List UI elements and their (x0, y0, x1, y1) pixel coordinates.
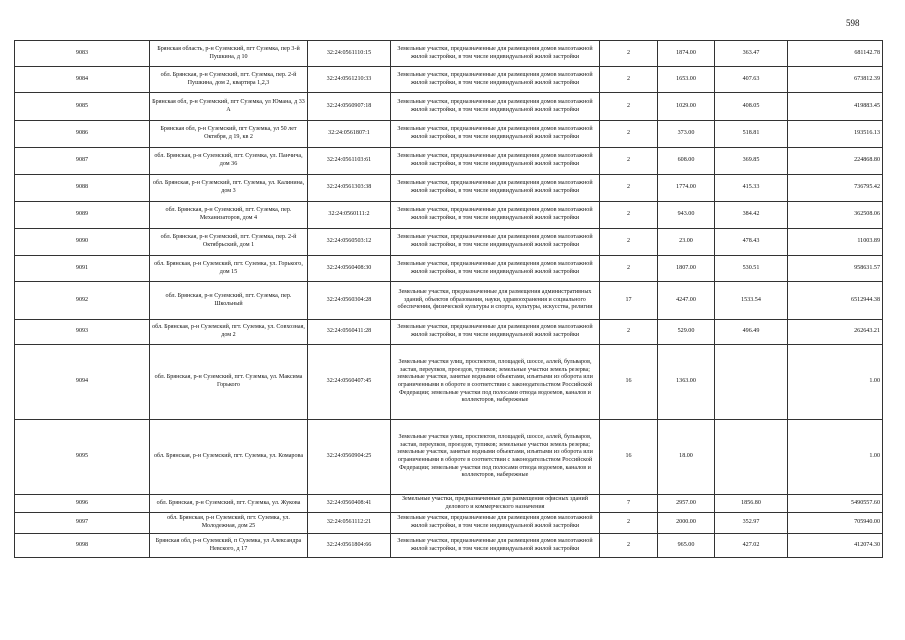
specific-value-cell: 427.02 (715, 534, 788, 558)
address-cell: обл. Брянская, р-н Суземский, пгт. Суземка, ул. Горького, дом 15 (150, 256, 308, 282)
row-number-cell: 9092 (15, 282, 150, 320)
row-number-cell: 9096 (15, 495, 150, 513)
cadastral-number-cell: 32:24:0560907:18 (308, 93, 391, 121)
address-cell: Брянская обл, р-н Суземский, пгт Суземка, ул Юмана, д 33 А (150, 93, 308, 121)
area-cell: 529.00 (658, 320, 715, 345)
land-use-cell: Земельные участки, предназначенные для размещения административных зданий, объектов образования, науки, здравоохранения и социального обеспечения, физической культуры и спорта, культуры, искусства, религии (391, 282, 600, 320)
area-cell: 1653.00 (658, 67, 715, 93)
area-cell: 2000.00 (658, 513, 715, 534)
land-use-cell: Земельные участки, предназначенные для размещения домов малоэтажной жилой застройки, в том числе индивидуальной жилой застройки (391, 513, 600, 534)
cadastral-value-cell: 362508.06 (788, 202, 883, 229)
cadastral-value-cell: 1.00 (788, 345, 883, 420)
area-cell: 1029.00 (658, 93, 715, 121)
row-number-cell: 9093 (15, 320, 150, 345)
land-use-cell: Земельные участки, предназначенные для размещения домов малоэтажной жилой застройки, в том числе индивидуальной жилой застройки (391, 175, 600, 202)
row-number-cell: 9086 (15, 121, 150, 148)
table-row (15, 175, 883, 202)
table-row (15, 513, 883, 534)
use-code-cell: 2 (600, 256, 658, 282)
address-cell: обл. Брянская, р-н Суземский, пгт. Суземка, ул. Жукова (150, 495, 308, 513)
use-code-cell: 7 (600, 495, 658, 513)
row-number-cell: 9089 (15, 202, 150, 229)
row-number-cell: 9087 (15, 148, 150, 175)
address-cell: обл. Брянская, р-н Суземский, пгт. Суземка, ул. Максима Горького (150, 345, 308, 420)
cadastral-number-cell: 32:24:0560111:2 (308, 202, 391, 229)
area-cell: 4247.00 (658, 282, 715, 320)
cadastral-value-cell: 11003.89 (788, 229, 883, 256)
cadastral-number-cell: 32:24:0561807:1 (308, 121, 391, 148)
cadastral-value-cell: 1.00 (788, 420, 883, 495)
specific-value-cell: 518.81 (715, 121, 788, 148)
address-cell: обл. Брянская, р-н Суземский, пгт. Суземка, пер. Механизаторов, дом 4 (150, 202, 308, 229)
table-row (15, 93, 883, 121)
area-cell: 23.00 (658, 229, 715, 256)
table-row (15, 320, 883, 345)
use-code-cell: 2 (600, 202, 658, 229)
cadastral-number-cell: 32:24:0560408:41 (308, 495, 391, 513)
page-number: 598 (846, 18, 860, 28)
table-row (15, 345, 883, 420)
row-number-cell: 9083 (15, 41, 150, 67)
land-use-cell: Земельные участки, предназначенные для размещения домов малоэтажной жилой застройки, в том числе индивидуальной жилой застройки (391, 41, 600, 67)
specific-value-cell: 415.33 (715, 175, 788, 202)
cadastral-value-cell: 224868.80 (788, 148, 883, 175)
cadastral-number-cell: 32:24:0561112:21 (308, 513, 391, 534)
area-cell: 373.00 (658, 121, 715, 148)
use-code-cell: 16 (600, 420, 658, 495)
row-number-cell: 9095 (15, 420, 150, 495)
area-cell: 965.00 (658, 534, 715, 558)
table-row (15, 121, 883, 148)
table-row (15, 534, 883, 558)
address-cell: Брянская обл, р-н Суземский, пгт Суземка, ул 50 лет Октября, д 19, кв 2 (150, 121, 308, 148)
land-use-cell: Земельные участки улиц, проспектов, площадей, шоссе, аллей, бульваров, застав, переулков, проездов, тупиков; земельные участки земель резерва; земельные участки, занятые водными объектами, изъятыми из оборота или ограниченными в обороте в соответствии с законодательством Российской Федерации; земельные участки под полосами отвода водоемов, каналов и коллекторов, набережные (391, 345, 600, 420)
land-use-cell: Земельные участки, предназначенные для размещения офисных зданий делового и коммерческого назначения (391, 495, 600, 513)
cadastral-number-cell: 32:24:0560408:30 (308, 256, 391, 282)
specific-value-cell: 407.63 (715, 67, 788, 93)
cadastral-number-cell: 32:24:0560411:28 (308, 320, 391, 345)
land-use-cell: Земельные участки, предназначенные для размещения домов малоэтажной жилой застройки, в том числе индивидуальной жилой застройки (391, 93, 600, 121)
cadastral-value-cell: 673812.39 (788, 67, 883, 93)
area-cell: 1774.00 (658, 175, 715, 202)
address-cell: обл. Брянская, р-н Суземский, пгт. Суземка, ул. Комарова (150, 420, 308, 495)
cadastral-number-cell: 32:24:0560503:12 (308, 229, 391, 256)
address-cell: обл. Брянская, р-н Суземский, пгт. Суземка, пер. 2-й Октябрьский, дом 1 (150, 229, 308, 256)
use-code-cell: 2 (600, 175, 658, 202)
specific-value-cell: 530.51 (715, 256, 788, 282)
address-cell: обл. Брянская, р-н Суземский, пгт. Суземка, пер. Школьный (150, 282, 308, 320)
specific-value-cell (715, 420, 788, 495)
row-number-cell: 9084 (15, 67, 150, 93)
use-code-cell: 2 (600, 93, 658, 121)
cadastral-value-cell: 736795.42 (788, 175, 883, 202)
table-row (15, 256, 883, 282)
cadastral-number-cell: 32:24:0561110:15 (308, 41, 391, 67)
registry-body (15, 41, 883, 558)
cadastral-value-cell: 705940.00 (788, 513, 883, 534)
table-row (15, 229, 883, 256)
table-row (15, 282, 883, 320)
specific-value-cell: 369.85 (715, 148, 788, 175)
land-use-cell: Земельные участки, предназначенные для размещения домов малоэтажной жилой застройки, в том числе индивидуальной жилой застройки (391, 202, 600, 229)
area-cell: 1874.00 (658, 41, 715, 67)
cadastral-value-cell: 262643.21 (788, 320, 883, 345)
use-code-cell: 17 (600, 282, 658, 320)
use-code-cell: 2 (600, 534, 658, 558)
cadastral-value-cell: 5490557.60 (788, 495, 883, 513)
specific-value-cell: 478.43 (715, 229, 788, 256)
address-cell: Брянская область, р-н Суземский, пгт Суземка, пер 3-й Пушкина, д 10 (150, 41, 308, 67)
table-row (15, 41, 883, 67)
address-cell: обл. Брянская, р-н Суземский, пгт. Суземка, ул. Калинина, дом 3 (150, 175, 308, 202)
land-use-cell: Земельные участки, предназначенные для размещения домов малоэтажной жилой застройки, в том числе индивидуальной жилой застройки (391, 256, 600, 282)
row-number-cell: 9090 (15, 229, 150, 256)
row-number-cell: 9088 (15, 175, 150, 202)
address-cell: обл. Брянская, р-н Суземский, пгт. Суземка, ул. Молодежная, дом 25 (150, 513, 308, 534)
row-number-cell: 9098 (15, 534, 150, 558)
use-code-cell: 2 (600, 41, 658, 67)
land-use-cell: Земельные участки, предназначенные для размещения домов малоэтажной жилой застройки, в том числе индивидуальной жилой застройки (391, 320, 600, 345)
land-use-cell: Земельные участки улиц, проспектов, площадей, шоссе, аллей, бульваров, застав, переулков, проездов, тупиков; земельные участки земель резерва; земельные участки, занятые водными объектами, изъятыми из оборота или ограниченными в обороте в соответствии с законодательством Российской Федерации; земельные участки под полосами отвода водоемов, каналов и коллекторов, набережные (391, 420, 600, 495)
table-row (15, 202, 883, 229)
specific-value-cell: 496.49 (715, 320, 788, 345)
cadastral-number-cell: 32:24:0560407:45 (308, 345, 391, 420)
cadastral-number-cell: 32:24:0561303:38 (308, 175, 391, 202)
land-use-cell: Земельные участки, предназначенные для размещения домов малоэтажной жилой застройки, в том числе индивидуальной жилой застройки (391, 534, 600, 558)
specific-value-cell: 1533.54 (715, 282, 788, 320)
specific-value-cell: 408.05 (715, 93, 788, 121)
row-number-cell: 9091 (15, 256, 150, 282)
table-row (15, 67, 883, 93)
table-row (15, 420, 883, 495)
cadastral-value-cell: 6512944.38 (788, 282, 883, 320)
use-code-cell: 2 (600, 513, 658, 534)
land-use-cell: Земельные участки, предназначенные для размещения домов малоэтажной жилой застройки, в том числе индивидуальной жилой застройки (391, 148, 600, 175)
address-cell: Брянская обл, р-н Суземский, п Суземка, ул Александра Невского, д 17 (150, 534, 308, 558)
area-cell: 1807.00 (658, 256, 715, 282)
use-code-cell: 2 (600, 320, 658, 345)
specific-value-cell: 1856.80 (715, 495, 788, 513)
area-cell: 943.00 (658, 202, 715, 229)
address-cell: обл. Брянская, р-н Суземский, пгт. Суземка, ул. Совхозная, дом 2 (150, 320, 308, 345)
land-registry-table (14, 40, 883, 558)
cadastral-number-cell: 32:24:0561804:66 (308, 534, 391, 558)
land-use-cell: Земельные участки, предназначенные для размещения домов малоэтажной жилой застройки, в том числе индивидуальной жилой застройки (391, 67, 600, 93)
cadastral-value-cell: 193516.13 (788, 121, 883, 148)
cadastral-number-cell: 32:24:0560904:25 (308, 420, 391, 495)
land-use-cell: Земельные участки, предназначенные для размещения домов малоэтажной жилой застройки, в том числе индивидуальной жилой застройки (391, 121, 600, 148)
address-cell: обл. Брянская, р-н Суземский, пгт. Суземка, пер. 2-й Пушкина, дом 2, квартира 1,2,3 (150, 67, 308, 93)
row-number-cell: 9085 (15, 93, 150, 121)
area-cell: 18.00 (658, 420, 715, 495)
use-code-cell: 2 (600, 229, 658, 256)
table-row (15, 495, 883, 513)
cadastral-value-cell: 681142.78 (788, 41, 883, 67)
cadastral-value-cell: 419883.45 (788, 93, 883, 121)
area-cell: 1363.00 (658, 345, 715, 420)
specific-value-cell: 352.97 (715, 513, 788, 534)
area-cell: 2957.00 (658, 495, 715, 513)
specific-value-cell: 384.42 (715, 202, 788, 229)
specific-value-cell (715, 345, 788, 420)
area-cell: 608.00 (658, 148, 715, 175)
table-row (15, 148, 883, 175)
use-code-cell: 2 (600, 67, 658, 93)
use-code-cell: 2 (600, 148, 658, 175)
specific-value-cell: 363.47 (715, 41, 788, 67)
row-number-cell: 9097 (15, 513, 150, 534)
cadastral-value-cell: 958631.57 (788, 256, 883, 282)
cadastral-number-cell: 32:24:0560304:28 (308, 282, 391, 320)
row-number-cell: 9094 (15, 345, 150, 420)
address-cell: обл. Брянская, р-н Суземский, пгт. Суземка, ул. Панчича, дом 36 (150, 148, 308, 175)
cadastral-number-cell: 32:24:0561103:61 (308, 148, 391, 175)
land-use-cell: Земельные участки, предназначенные для размещения домов малоэтажной жилой застройки, в том числе индивидуальной жилой застройки (391, 229, 600, 256)
use-code-cell: 16 (600, 345, 658, 420)
cadastral-value-cell: 412074.30 (788, 534, 883, 558)
use-code-cell: 2 (600, 121, 658, 148)
cadastral-number-cell: 32:24:0561210:33 (308, 67, 391, 93)
